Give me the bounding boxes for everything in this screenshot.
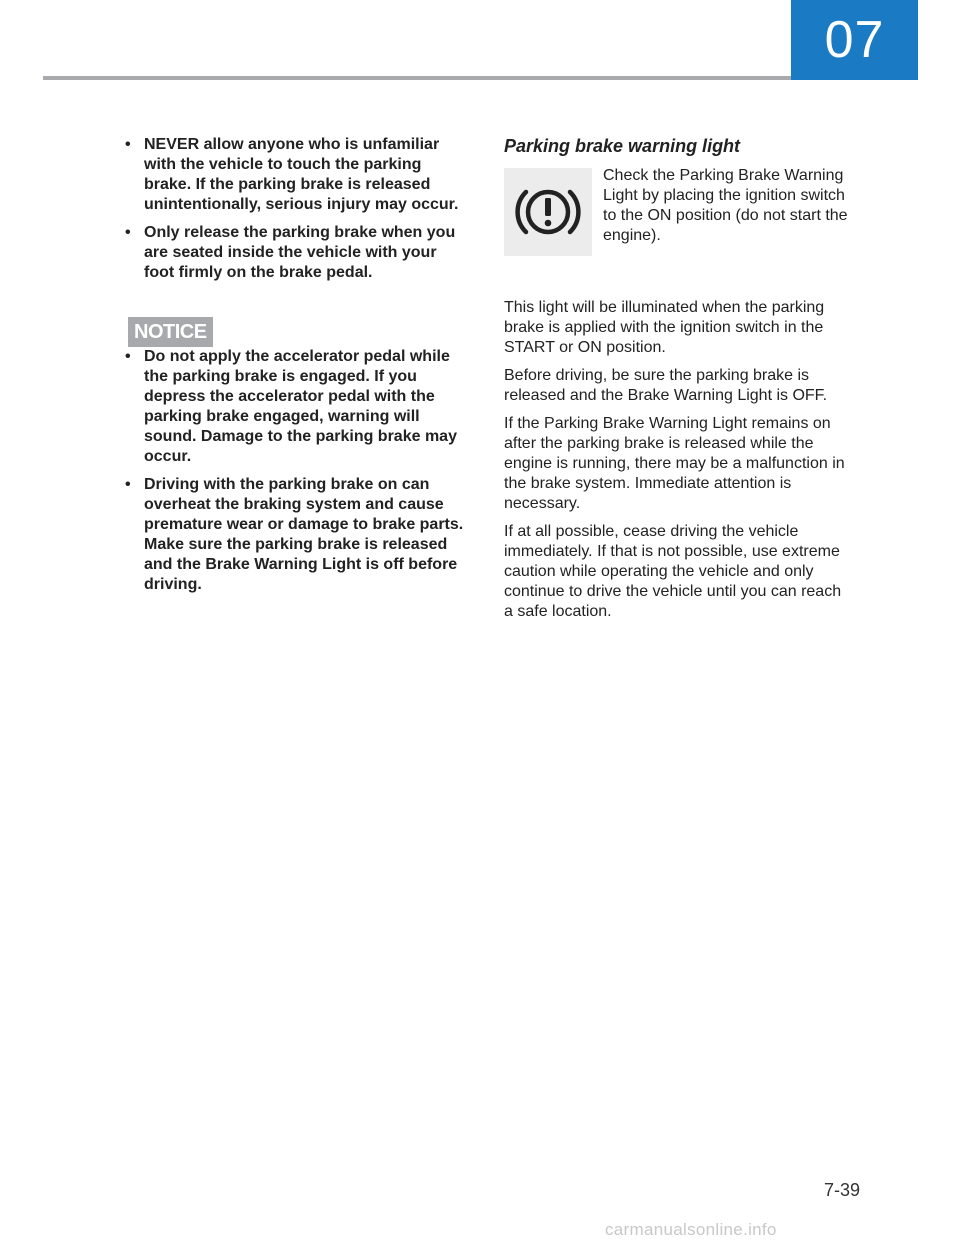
chapter-tab <box>791 0 918 80</box>
list-item <box>125 223 470 283</box>
page-number: 7-39 <box>823 1180 860 1200</box>
left-column <box>125 135 470 603</box>
right-column <box>504 135 849 630</box>
list-item <box>125 135 470 215</box>
warning-light-row <box>504 168 849 298</box>
bullet-icon: • <box>125 348 131 365</box>
body-paragraph: If at all possible, cease driving the vehicle immediately. If that is not possible, use extreme caution while operating the vehicle and only continue to drive the vehicle until you can reach a safe location. <box>504 523 842 620</box>
list-item <box>125 347 470 467</box>
warning-light-intro: Check the Parking Brake Warning Light by placing the ignition switch to the ON position (do not start the engine). <box>603 167 848 244</box>
notice-text: Do not apply the accelerator pedal while the parking brake is engaged. If you depress the accelerator pedal with the parking brake engaged, warning will sound. Damage to the parking brake may occur. <box>144 348 457 465</box>
parking-brake-warning-icon-svg <box>512 182 584 242</box>
bullet-icon: • <box>125 136 131 153</box>
warning-text: NEVER allow anyone who is unfamiliar with the vehicle to touch the parking brake. If the parking brake is released unintentionally, serious injury may occur. <box>144 136 459 213</box>
body-paragraph: If the Parking Brake Warning Light remains on after the parking brake is released while the engine is running, there may be a malfunction in the brake system. Immediate attention is necessary. <box>504 415 845 512</box>
notice-text: Driving with the parking brake on can overheat the braking system and cause premature wear or damage to brake parts. Make sure the parking brake is released and the Brake Warning Light is off before driving. <box>144 476 464 593</box>
watermark: carmanualsonline.info <box>605 1220 777 1239</box>
notice-list <box>125 347 470 595</box>
body-paragraph: Before driving, be sure the parking brake is released and the Brake Warning Light is OFF. <box>504 367 828 404</box>
bullet-icon: • <box>125 224 131 241</box>
header-rule <box>43 76 791 80</box>
parking-brake-warning-icon <box>504 168 592 256</box>
chapter-number: 07 <box>824 11 885 69</box>
warning-list <box>125 135 470 283</box>
body-paragraph: This light will be illuminated when the parking brake is applied with the ignition switch in the START or ON position. <box>504 299 825 356</box>
warning-text: Only release the parking brake when you are seated inside the vehicle with your foot firmly on the brake pedal. <box>144 224 456 281</box>
bullet-icon: • <box>125 476 131 493</box>
section-title: Parking brake warning light <box>504 136 741 156</box>
notice-badge: NOTICE <box>128 317 213 347</box>
list-item <box>125 475 470 595</box>
